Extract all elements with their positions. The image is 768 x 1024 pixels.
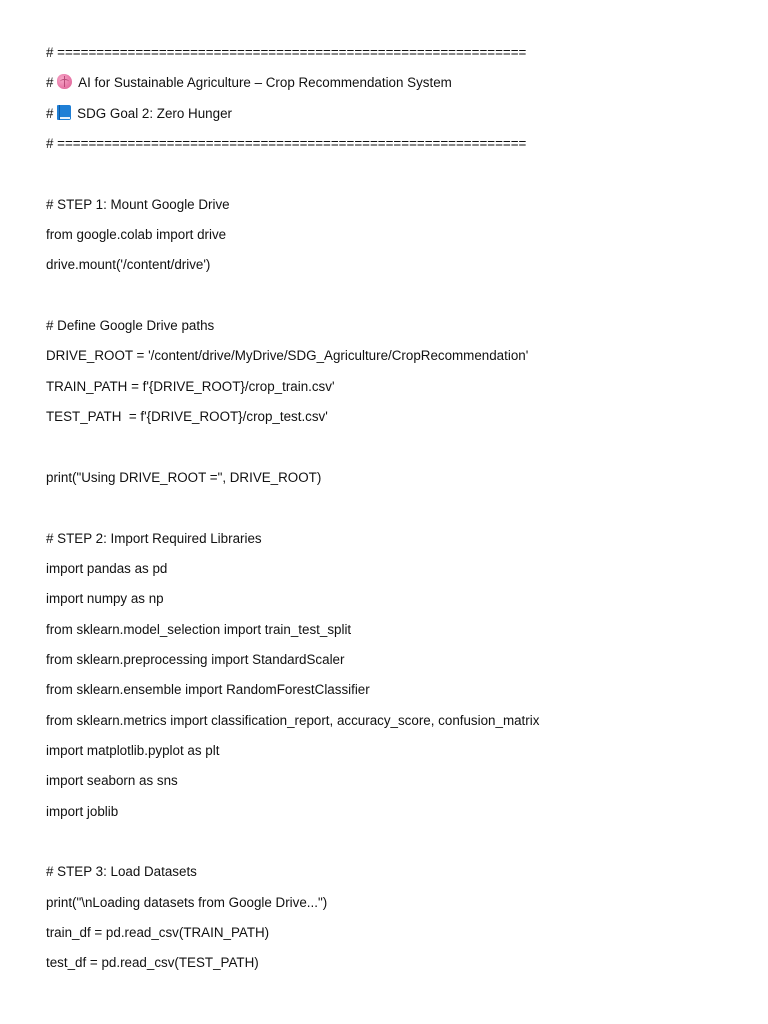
code-listing bbox=[46, 43, 746, 984]
code-line: from google.colab import drive bbox=[46, 227, 227, 243]
code-line: from sklearn.model_selection import train_test_split bbox=[46, 621, 352, 637]
code-line: TEST_PATH = f'{DRIVE_ROOT}/crop_test.csv' bbox=[46, 409, 328, 425]
blank-line bbox=[46, 164, 746, 194]
code-line: # STEP 3: Load Datasets bbox=[46, 864, 197, 880]
hash-prefix: # bbox=[46, 105, 58, 121]
code-line: drive.mount('/content/drive') bbox=[46, 257, 211, 273]
code-line: train_df = pd.read_csv(TRAIN_PATH) bbox=[46, 924, 270, 940]
separator-line: # ============================================================ bbox=[46, 45, 527, 60]
code-line: # STEP 2: Import Required Libraries bbox=[46, 530, 262, 546]
code-line: from sklearn.preprocessing import StandardScaler bbox=[46, 651, 345, 667]
code-line: DRIVE_ROOT = '/content/drive/MyDrive/SDG_Agriculture/CropRecommendation' bbox=[46, 348, 529, 364]
subtitle-text: SDG Goal 2: Zero Hunger bbox=[77, 105, 232, 121]
blue-book-icon bbox=[57, 105, 71, 120]
code-line: import numpy as np bbox=[46, 591, 164, 607]
separator-line: # ============================================================ bbox=[46, 136, 527, 152]
code-line: print("\nLoading datasets from Google Drive...") bbox=[46, 894, 328, 910]
code-line: from sklearn.metrics import classification_report, accuracy_score, confusion_matrix bbox=[46, 712, 540, 728]
blank-line bbox=[46, 498, 746, 528]
hash-prefix: # bbox=[46, 75, 58, 91]
blank-line bbox=[46, 286, 746, 316]
code-line: test_df = pd.read_csv(TEST_PATH) bbox=[46, 955, 259, 971]
blank-line bbox=[46, 437, 746, 467]
code-line: print("Using DRIVE_ROOT =", DRIVE_ROOT) bbox=[46, 469, 322, 485]
blank-line bbox=[46, 832, 746, 862]
code-line: # STEP 1: Mount Google Drive bbox=[46, 196, 230, 212]
code-line: TRAIN_PATH = f'{DRIVE_ROOT}/crop_train.csv' bbox=[46, 378, 335, 394]
code-line: import joblib bbox=[46, 803, 119, 819]
code-line: import seaborn as sns bbox=[46, 773, 178, 789]
title-text: AI for Sustainable Agriculture – Crop Recommendation System bbox=[78, 75, 452, 91]
code-line: # Define Google Drive paths bbox=[46, 318, 215, 334]
code-line: import pandas as pd bbox=[46, 560, 168, 576]
brain-icon bbox=[57, 74, 72, 89]
subtitle-line bbox=[46, 104, 746, 134]
title-line bbox=[46, 73, 746, 103]
code-line: from sklearn.ensemble import RandomForestClassifier bbox=[46, 682, 370, 698]
code-line: import matplotlib.pyplot as plt bbox=[46, 742, 220, 758]
